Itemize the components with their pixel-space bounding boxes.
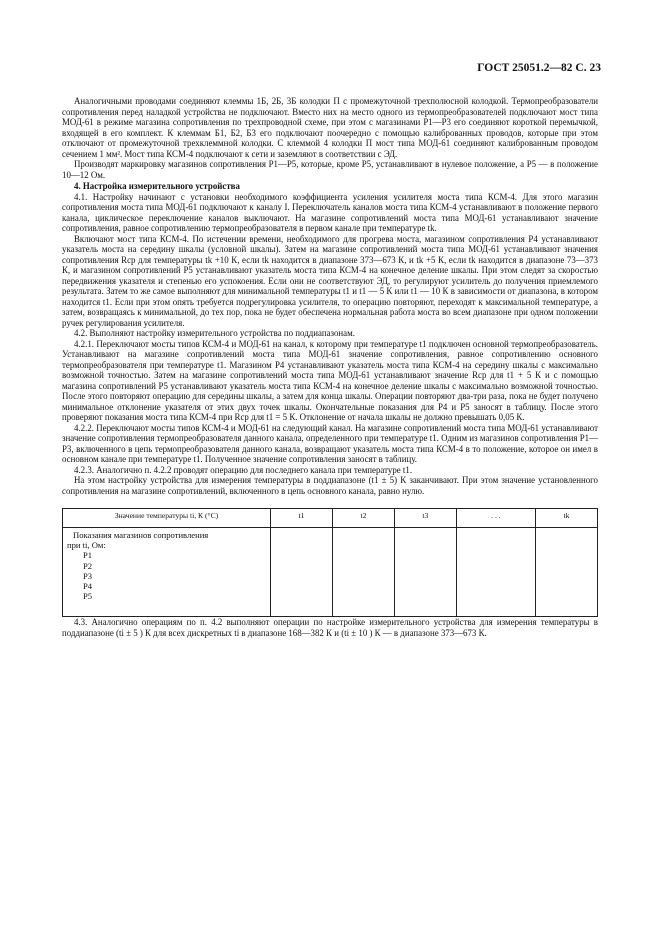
table-column-header: . . . [456,509,535,528]
settings-table [62,508,598,617]
paragraph: 4.1. Настройку начинают с установки необходимого коэффициента усиления усилителя моста типа КСМ-4. Для этого магазин сопротивления моста типа МОД-61 подключают к каналу I. Переключатель каналов моста типа КСМ-4 устанавливают в положение первого канала, циклическое переключение каналов выключают. На магазине сопротивлений моста типа МОД-61 устанавливают значение сопротивления, равное сопротивлению термопреобразователя в первом канале при температуре tk. [62,191,598,233]
paragraph: Аналогичными проводами соединяют клеммы 1Б, 2Б, 3Б колодки П с промежуточной трехполюсной колодкой. Термопреобразователи сопротивления перед наладкой устройства не подключают. Вместо них на место одного из термопреобразователей подключают мост типа МОД-61 в режиме магазина сопротивления по трехпроводной схеме, при этом с магазинами Р1—Р3 его соединяют короткой перемычкой, входящей в его комплект. К клеммам Б1, Б2, Б3 его подключают поочередно с помощью калиброванных проводов, которые при этом отключают от промежуточной трехклеммной колодки. С клеммой 4 колодки П мост типа МОД-61 соединяют калиброванным проводом сечением 1 мм². Мост типа КСМ-4 подключают к сети и заземляют в соответствии с ЭД. [62,96,598,159]
page-header: ГОСТ 25051.2—82 С. 23 [477,62,601,74]
table-cell [332,528,394,617]
paragraph: На этом настройку устройства для измерения температуры в поддиапазоне (t1 ± 5) К заканчивают. При этом значение установленного сопротивления на магазине сопротивлений, включенного в цепь основного канала, равно нулю. [62,475,598,496]
paragraph: 4.2. Выполняют настройку измерительного устройства по поддиапазонам. [74,328,355,338]
table-cell [394,528,456,617]
row-subtitle: при ti, Ом: [67,540,106,551]
document-body [62,96,598,638]
table-column-header: t2 [332,509,394,528]
paragraph: 4.3. Аналогично операциям по п. 4.2 выполняют операции по настройке измерительного устройства для измерения температуры в поддиапазоне (ti ± 5 ) К для всех дискретных ti в диапазоне 168—382 К и (ti ± 10 ) К — в диапазоне 373—673 К. [62,617,598,638]
row-label: Р4 [83,581,93,592]
table-header-label: Значение температуры ti, К (°С) [63,509,271,528]
row-title: Показания магазинов сопротивления [73,530,209,540]
table-column-header: t3 [394,509,456,528]
paragraph: 4.2.2. Переключают мосты типов КСМ-4 и МОД-61 на следующий канал. На магазине сопротивлений моста типа МОД-61 устанавливают значение сопротивления термопреобразователя данного канала, определенного при температуре t1. Одним из магазинов сопротивления Р1—Р3, включенного в цепь термопреобразователя данного канала, возвращают указатель моста типа КСМ-4 в то положение, которое он имел в основном канале при температуре t1. Полученное значение сопротивления заносят в таблицу. [62,422,598,464]
row-label: Р2 [83,560,93,571]
row-label: Р1 [83,550,93,561]
section-heading: 4. Настройка измерительного устройства [74,181,240,191]
paragraph: 4.2.1. Переключают мосты типов КСМ-4 и МОД-61 на канал, к которому при температуре t1 подключен основной термопреобразователь. Устанавливают на магазине сопротивлений моста типа МОД-61 значение сопротивления, равное сопротивлению основного термопреобразователя при температуре t1. Магазином Р4 устанавливают указатель моста типа КСМ-4 на середину шкалы с максимально возможной точностью. Затем на магазине сопротивлений моста типа МОД-61 устанавливают значение Rср для t1 + 5 К и с помощью магазина сопротивлений Р5 устанавливают указатель моста типа КСМ-4 на конечное деление шкалы с максимально возможной точностью. После этого повторяют операцию для середины шкалы, а затем для конца шкалы. Операции повторяют два-три раза, пока не будет получено минимальное отклонение указателя от этих двух точек шкалы. Окончательные показания для Р4 и Р5 заносят в таблицу. После этого проверяют показания моста типа КСМ-4 при Rср для t1 = 5 К. Отклонение от начала шкалы не должно превышать 0,05 К. [62,338,598,422]
paragraph: Включают мост типа КСМ-4. По истечении времени, необходимого для прогрева моста, магазином сопротивления Р4 устанавливают указатель моста на середину шкалы (условной шкалы). Затем на магазине сопротивлений моста типа МОД-61 устанавливают значения сопротивления Rср для температуры tk +10 К, если tk находится в диапазоне 373—673 К, и tk +5 К, если tk находится в диапазоне 73—373 К, и магазином сопротивлений Р5 устанавливают указатель моста типа КСМ-4 на конечное деление шкалы. При этом следят за скоростью передвижения указателя и степенью его успокоения. Если они не соответствуют ЭД, то регулируют усилитель до получения приемлемого результата. Затем то же самое выполняют для минимальной температуры t1 и t1 — 5 К или t1 — 10 К в зависимости от диапазона, в котором находится t1. Если при этом опять требуется подрегулировка усилителя, то операцию повторяют, переходят к максимальной температуре, а затем, возвращаясь к минимальной, до тех пор, пока не будет обеспечена нормальная работа моста во всем диапазоне при одном положении ручек регулирования усилителя. [62,233,598,328]
paragraph: Производят маркировку магазинов сопротивления Р1—Р5, которые, кроме Р5, устанавливают в нулевое положение, а Р5 — в положение 10—12 Ом. [62,159,598,180]
table-cell [456,528,535,617]
table-column-header: tk [535,509,597,528]
paragraph: 4.2.3. Аналогично п. 4.2.2 проводят операцию для последнего канала при температуре t1. [74,464,413,475]
row-label: Р5 [83,591,93,602]
table-cell [271,528,333,617]
table-column-header: t1 [271,509,333,528]
table-cell [535,528,597,617]
row-label: Р3 [83,570,93,581]
table-row-labels [63,528,271,617]
